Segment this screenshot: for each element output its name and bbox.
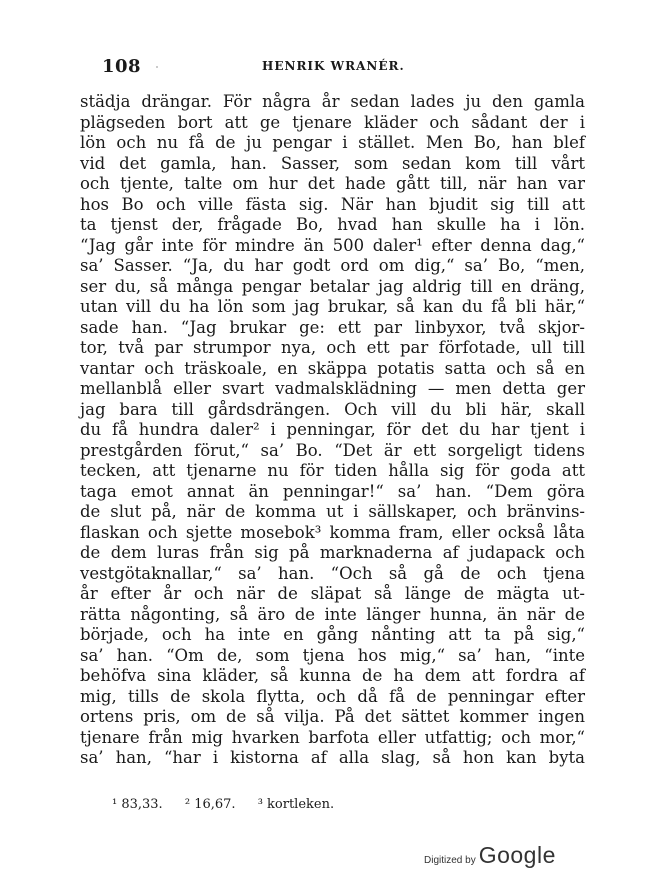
text-line: tecken, att tjenarne nu för tiden hålla sig för goda att (80, 461, 585, 480)
text-line: sa’ han, “har i kistorna af alla slag, så hon kan byta (80, 748, 585, 767)
page-number: 108 (102, 56, 142, 77)
text-line: behöfva sina kläder, så kunna de ha dem att fordra af (80, 666, 585, 685)
text-line: hos Bo och ville fästa sig. När han bjudit sig till att (80, 194, 585, 214)
text-line: sade han. “Jag brukar ge: ett par linbyxor, två skjor- (80, 317, 585, 337)
footnotes (112, 797, 552, 813)
text-line: började, och ha inte en gång nånting att ta på sig,“ (80, 625, 585, 644)
text-line: plägseden bort att ge tjenare kläder och sådant der i (80, 112, 585, 132)
text-line: vid det gamla, han. Sasser, som sedan kom till vårt (80, 153, 585, 173)
google-logo: Google (478, 842, 556, 868)
body-text (80, 92, 585, 769)
text-line: lön och nu få de ju pengar i stället. Men Bo, han blef (80, 133, 585, 152)
text-line: städja drängar. För några år sedan lades ju den gamla (80, 92, 585, 111)
scan-speck (156, 66, 158, 68)
running-head: HENRIK WRANÉR. (262, 59, 405, 73)
text-line: rätta någonting, så äro de inte länger hunna, än när de (80, 604, 585, 624)
text-line: de slut på, när de komma ut i sällskaper, och bränvins- (80, 502, 585, 521)
text-line: mig, tills de skola flytta, och då få de penningar efter (80, 686, 585, 706)
text-line: ortens pris, om de så vilja. På det sättet kommer ingen (80, 707, 585, 726)
text-line: du få hundra daler² i penningar, för det du har tjent i (80, 420, 585, 439)
text-line: tjenare från mig hvarken barfota eller utfattig; och mor,“ (80, 727, 585, 747)
text-line: sa’ han. “Om de, som tjena hos mig,“ sa’ han, “inte (80, 645, 585, 665)
footnote: ² 16,67. (184, 797, 236, 812)
text-line: ser du, så många pengar betalar jag aldrig till en dräng, (80, 276, 585, 296)
text-line: jag bara till gårdsdrängen. Och vill du bli här, skall (80, 399, 585, 419)
page-header (102, 56, 582, 78)
text-line: taga emot annat än penningar!“ sa’ han. “Dem göra (80, 481, 585, 501)
text-line: ta tjenst der, frågade Bo, hvad han skulle ha i lön. (80, 215, 585, 234)
text-line: utan vill du ha lön som jag brukar, så kan du få bli här,“ (80, 297, 585, 316)
text-line: de dem luras från sig på marknaderna af judapack och (80, 543, 585, 562)
text-line: vestgötaknallar,“ sa’ han. “Och så gå de och tjena (80, 563, 585, 583)
footnote: ³ kortleken. (257, 797, 335, 812)
text-line: sa’ Sasser. “Ja, du har godt ord om dig,“ sa’ Bo, “men, (80, 256, 585, 275)
text-line: mellanblå eller svart vadmalsklädning — men detta ger (80, 379, 585, 398)
footnote: ¹ 83,33. (112, 797, 163, 812)
digitized-by-google (424, 842, 556, 869)
text-line: år efter år och när de släpat så länge de mägta ut- (80, 584, 585, 603)
text-line: tor, två par strumpor nya, och ett par förfotade, ull till (80, 338, 585, 357)
digitized-label: Digitized by (424, 855, 476, 866)
text-line: prestgården förut,“ sa’ Bo. “Det är ett sorgeligt tidens (80, 440, 585, 460)
text-line: och tjente, talte om hur det hade gått till, när han var (80, 174, 585, 193)
text-line: “Jag går inte för mindre än 500 daler¹ efter denna dag,“ (80, 235, 585, 255)
text-line: vantar och träskoale, en skäppa potatis satta och så en (80, 358, 585, 378)
text-line: flaskan och sjette mosebok³ komma fram, eller också låta (80, 522, 585, 542)
